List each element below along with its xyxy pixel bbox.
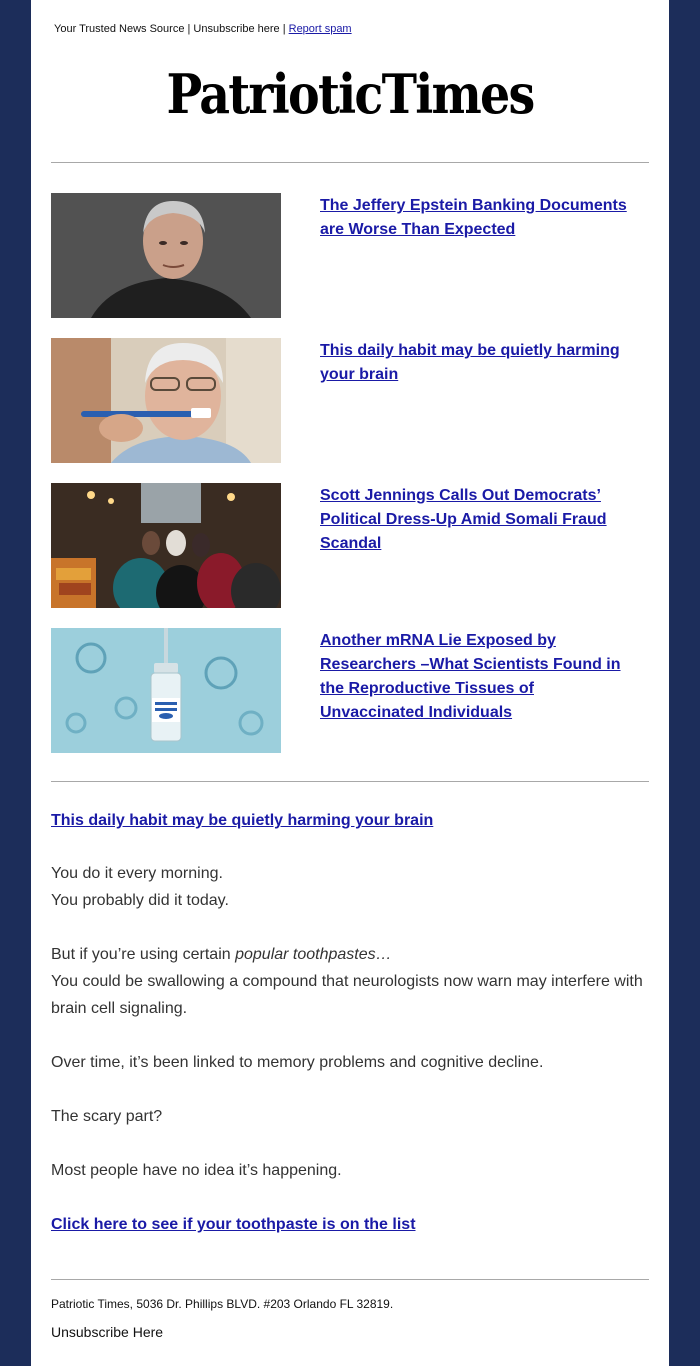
man-portrait-photo[interactable]: [51, 193, 281, 318]
article-headline-link[interactable]: Scott Jennings Calls Out Democrats’ Political Dress-Up Amid Somali Fraud Scandal: [320, 487, 607, 552]
story-paragraph: [51, 1049, 651, 1076]
article-item: [51, 193, 649, 318]
article-headline-link[interactable]: The Jeffery Epstein Banking Documents are Worse Than Expected: [320, 197, 627, 238]
man-brushing-teeth-photo[interactable]: [51, 338, 281, 463]
separator: |: [184, 23, 194, 35]
story-emphasis: popular toothpastes…: [235, 946, 392, 963]
story-text: Most people have no idea it’s happening.: [51, 1162, 342, 1179]
story-text: But if you’re using certain: [51, 946, 236, 963]
tagline: Your Trusted News Source: [54, 23, 185, 35]
report-spam-link[interactable]: Report spam: [288, 23, 352, 35]
vaccine-vial-photo[interactable]: [51, 628, 281, 753]
article-item: [51, 628, 649, 753]
cta-link[interactable]: Click here to see if your toothpaste is on the list: [51, 1216, 416, 1233]
article-item: [51, 338, 649, 463]
story-text: You do it every morning.: [51, 865, 223, 882]
article-item: [51, 483, 649, 608]
separator: |: [279, 23, 289, 35]
unsubscribe-footer-link[interactable]: Unsubscribe Here: [51, 1324, 164, 1340]
email-body: [31, 0, 669, 1366]
story-paragraph: [51, 1103, 651, 1130]
site-logo[interactable]: PatrioticTimes: [166, 62, 534, 126]
story-text: You probably did it today.: [51, 892, 229, 909]
article-headline-link[interactable]: Another mRNA Lie Exposed by Researchers –What Scientists Found in the Reproductive Tissues of Unvaccinated Individuals: [320, 632, 621, 721]
top-bar: [54, 23, 352, 35]
market-crowd-photo[interactable]: [51, 483, 281, 608]
story-paragraph: [51, 860, 651, 914]
divider: [51, 162, 649, 163]
story-title-link[interactable]: This daily habit may be quietly harming your brain: [51, 812, 434, 829]
story-paragraph: [51, 1157, 651, 1184]
footer-address: Patriotic Times, 5036 Dr. Phillips BLVD. #203 Orlando FL 32819.: [51, 1297, 394, 1311]
article-headline-link[interactable]: This daily habit may be quietly harming your brain: [320, 342, 620, 383]
story-text: Over time, it’s been linked to memory problems and cognitive decline.: [51, 1054, 544, 1071]
story-text: The scary part?: [51, 1108, 163, 1125]
story-text: You could be swallowing a compound that neurologists now warn may interfere with brain cell signaling.: [51, 973, 643, 1017]
divider: [51, 1279, 649, 1280]
unsubscribe-top-link[interactable]: Unsubscribe here: [193, 23, 280, 35]
story-paragraph: [51, 941, 651, 1022]
divider: [51, 781, 649, 782]
